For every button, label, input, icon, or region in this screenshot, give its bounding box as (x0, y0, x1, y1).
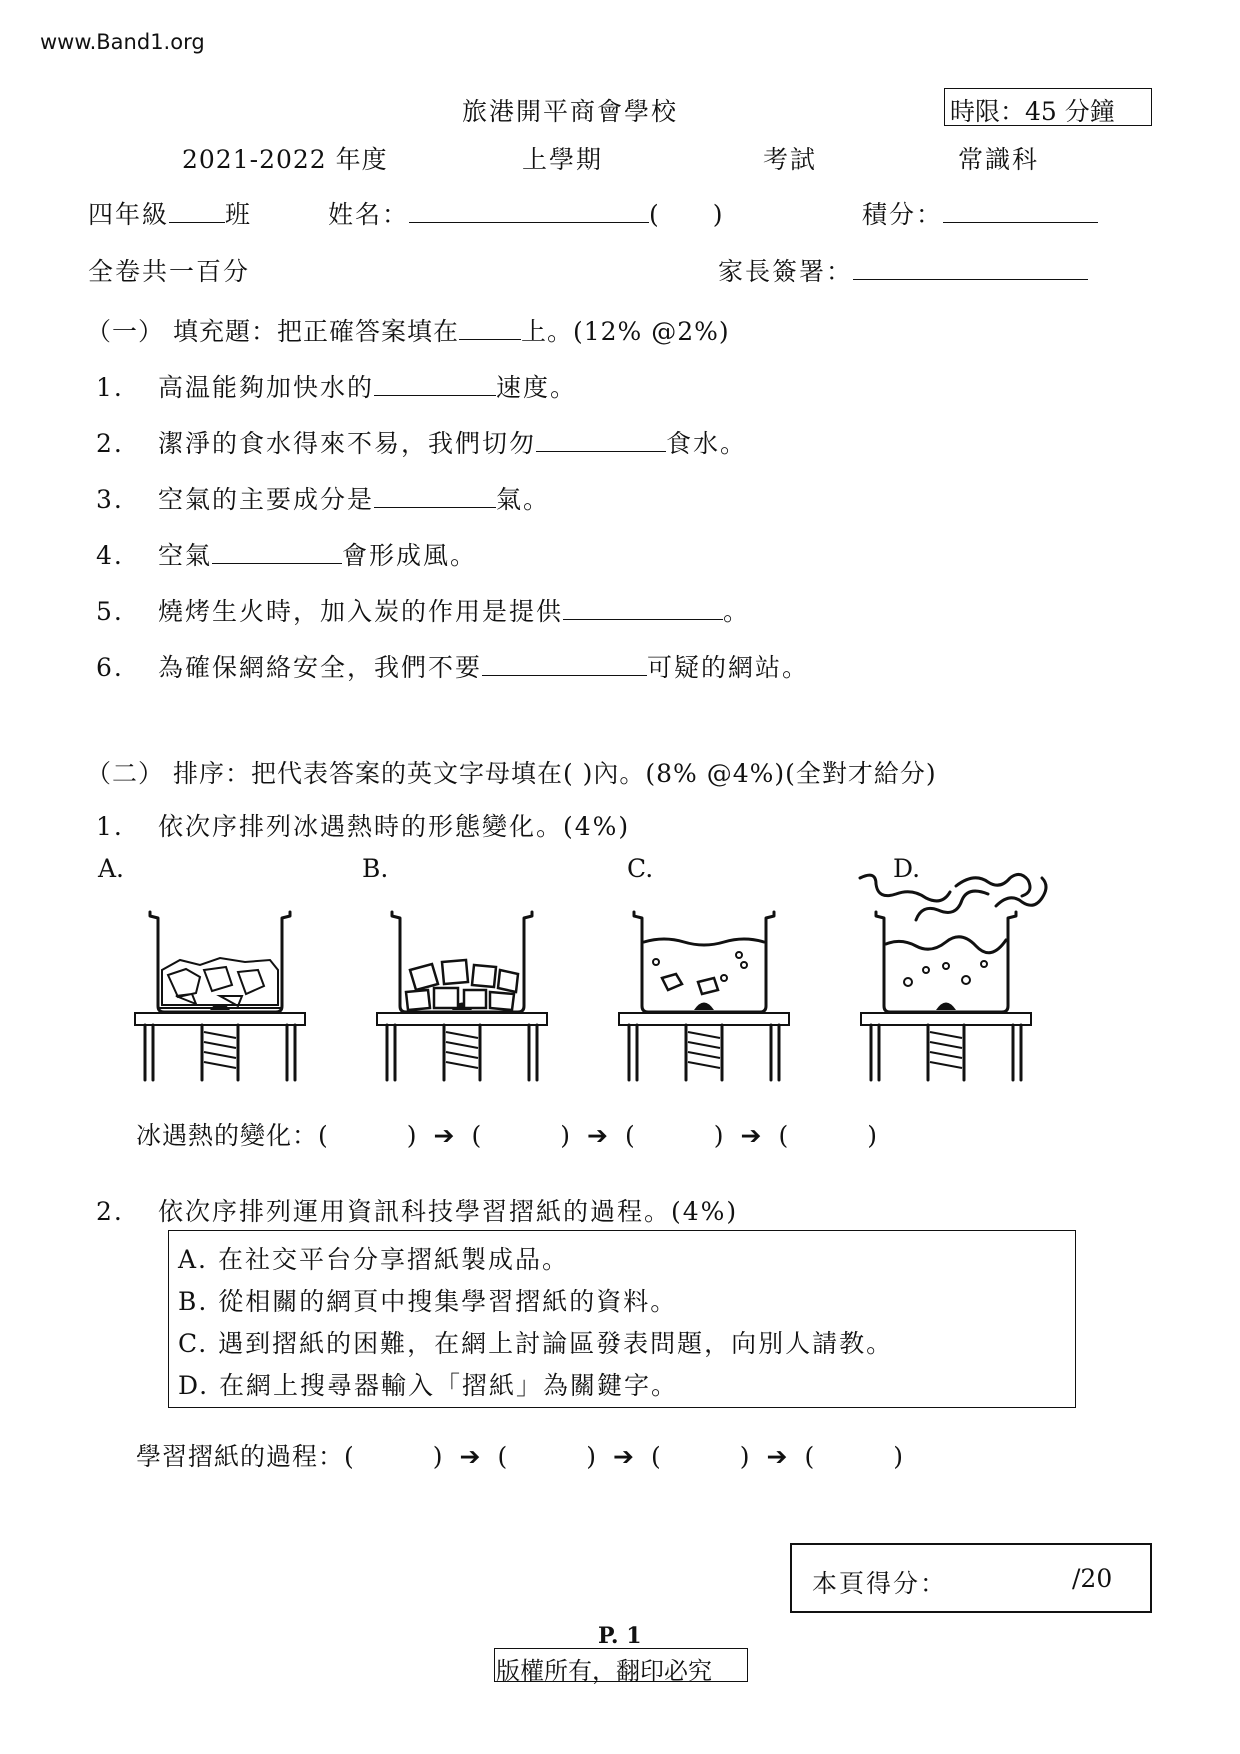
score-line (862, 195, 1098, 231)
name-blank[interactable] (409, 221, 649, 223)
q-text: 空氣的主要成分是 (158, 485, 375, 514)
q-number: 1. (96, 812, 124, 841)
sort-q2 (96, 1192, 738, 1228)
score-label: 積分： (862, 200, 944, 229)
parent-sign-label: 家長簽署： (718, 257, 854, 286)
q-number: 2. (96, 429, 124, 458)
class-blank[interactable] (169, 221, 225, 223)
section1-title-b: 上。(12% @2%) (520, 317, 730, 346)
option-c: C. 遇到摺紙的困難，在網上討論區發表問題，向別人請教。 (178, 1329, 894, 1358)
image-label-d: D. (893, 854, 921, 883)
page-number: P. 1 (598, 1623, 642, 1649)
section1-title-blank (459, 338, 521, 340)
paren-close: ) (713, 1121, 725, 1150)
paren-close: ) (867, 1121, 878, 1150)
q-text-post: 。 (723, 597, 751, 626)
fill-q6 (96, 648, 809, 684)
copyright: 版權所有，翻印必究 (496, 1657, 712, 1685)
option-a: A. 在社交平台分享摺紙製成品。 (178, 1245, 569, 1274)
paren-close: ) (586, 1442, 598, 1471)
fill-q4 (96, 536, 477, 572)
paren-open: ( (318, 1121, 329, 1150)
paren-close: ) (560, 1121, 572, 1150)
total-marks: 全卷共一百分 (88, 257, 251, 286)
page-score-label: 本頁得分： (812, 1569, 948, 1598)
fill-q5 (96, 592, 750, 628)
q-text: 燒烤生火時，加入炭的作用是提供 (158, 597, 564, 626)
q-text-post: 食水。 (666, 429, 748, 458)
fill-q4-blank[interactable] (212, 562, 342, 564)
parent-sign-blank[interactable] (853, 278, 1088, 280)
score-blank[interactable] (943, 221, 1098, 223)
figure-a (135, 912, 305, 1080)
time-limit: 時限：45 分鐘 (950, 97, 1115, 126)
fill-q3-blank[interactable] (374, 506, 496, 508)
arrow-right-icon: ➔ (740, 1121, 763, 1150)
paren-close: ) (893, 1442, 904, 1471)
ice-answer-label: 冰遇熱的變化： (136, 1121, 319, 1150)
q-number: 6. (96, 653, 124, 682)
paren-open: ( (778, 1121, 790, 1150)
school-year: 2021-2022 年度 (182, 145, 388, 174)
heating-illustrations (120, 870, 1140, 1085)
q-text-post: 速度。 (496, 373, 578, 402)
site-url[interactable]: www.Band1.org (40, 30, 205, 54)
fill-q2-blank[interactable] (536, 450, 666, 452)
parent-sign-line (718, 252, 1088, 288)
paren-close: ) (406, 1121, 418, 1150)
figure-c (619, 912, 789, 1080)
image-label-b: B. (362, 854, 389, 883)
paren-open: ( (624, 1121, 636, 1150)
origami-answer-line (136, 1437, 904, 1473)
arrow-right-icon: ➔ (433, 1121, 456, 1150)
q-text: 空氣 (158, 541, 213, 570)
paren-open: ( (804, 1442, 816, 1471)
sort-q1 (96, 807, 630, 843)
fill-q5-blank[interactable] (563, 618, 723, 620)
fill-q2 (96, 424, 747, 460)
paren-close: ) (432, 1442, 444, 1471)
arrow-right-icon: ➔ (613, 1442, 635, 1471)
q-number: 5. (96, 597, 124, 626)
number-paren-close: ) (712, 200, 725, 229)
section1-title-a: （一） 填充題：把正確答案填在 (86, 317, 459, 346)
name-line (328, 195, 725, 231)
arrow-right-icon: ➔ (587, 1121, 609, 1150)
q-number: 2. (96, 1197, 124, 1226)
grade-label: 四年級 (88, 200, 170, 229)
image-label-a: A. (98, 854, 125, 883)
q-text-post: 可疑的網站。 (647, 653, 810, 682)
image-label-c: C. (627, 854, 654, 883)
paren-open: ( (497, 1442, 509, 1471)
paren-open: ( (650, 1442, 662, 1471)
q-text: 高温能夠加快水的 (158, 373, 375, 402)
paren-open: ( (344, 1442, 355, 1471)
q-text-post: 氣。 (496, 485, 551, 514)
school-name: 旅港開平商會學校 (462, 97, 679, 126)
section2-title: （二） 排序：把代表答案的英文字母填在( )內。(8% @4%)(全對才給分) (86, 759, 937, 788)
paren-open: ( (471, 1121, 483, 1150)
page-score-max: /20 (1072, 1564, 1113, 1593)
q-text: 為確保網絡安全，我們不要 (158, 653, 483, 682)
q-text: 依次序排列冰遇熱時的形態變化。(4%) (158, 812, 631, 841)
term: 上學期 (522, 145, 604, 174)
arrow-right-icon: ➔ (766, 1442, 789, 1471)
origami-answer-label: 學習摺紙的過程： (136, 1442, 345, 1471)
figure-d (860, 874, 1046, 1080)
grade-class-line (88, 195, 252, 231)
class-label: 班 (225, 200, 253, 229)
option-d: D. 在網上搜尋器輸入「摺紙」為關鍵字。 (178, 1371, 679, 1400)
subject: 常識科 (958, 145, 1040, 174)
q-number: 3. (96, 485, 124, 514)
fill-q3 (96, 480, 550, 516)
fill-q1 (96, 368, 577, 404)
fill-q6-blank[interactable] (482, 674, 647, 676)
option-b: B. 從相關的網頁中搜集學習摺紙的資料。 (178, 1287, 678, 1316)
q-number: 4. (96, 541, 124, 570)
paren-close: ) (739, 1442, 751, 1471)
name-label: 姓名： (328, 200, 410, 229)
arrow-right-icon: ➔ (459, 1442, 482, 1471)
ice-answer-line (136, 1116, 878, 1152)
q-text: 依次序排列運用資訊科技學習摺紙的過程。(4%) (158, 1197, 739, 1226)
fill-q1-blank[interactable] (374, 394, 496, 396)
section1-title (86, 312, 730, 348)
number-paren-open: ( (649, 200, 661, 229)
figure-b (377, 912, 547, 1080)
q-text: 潔淨的食水得來不易，我們切勿 (158, 429, 537, 458)
q-number: 1. (96, 373, 124, 402)
q-text-post: 會形成風。 (342, 541, 478, 570)
exam: 考試 (763, 145, 818, 174)
